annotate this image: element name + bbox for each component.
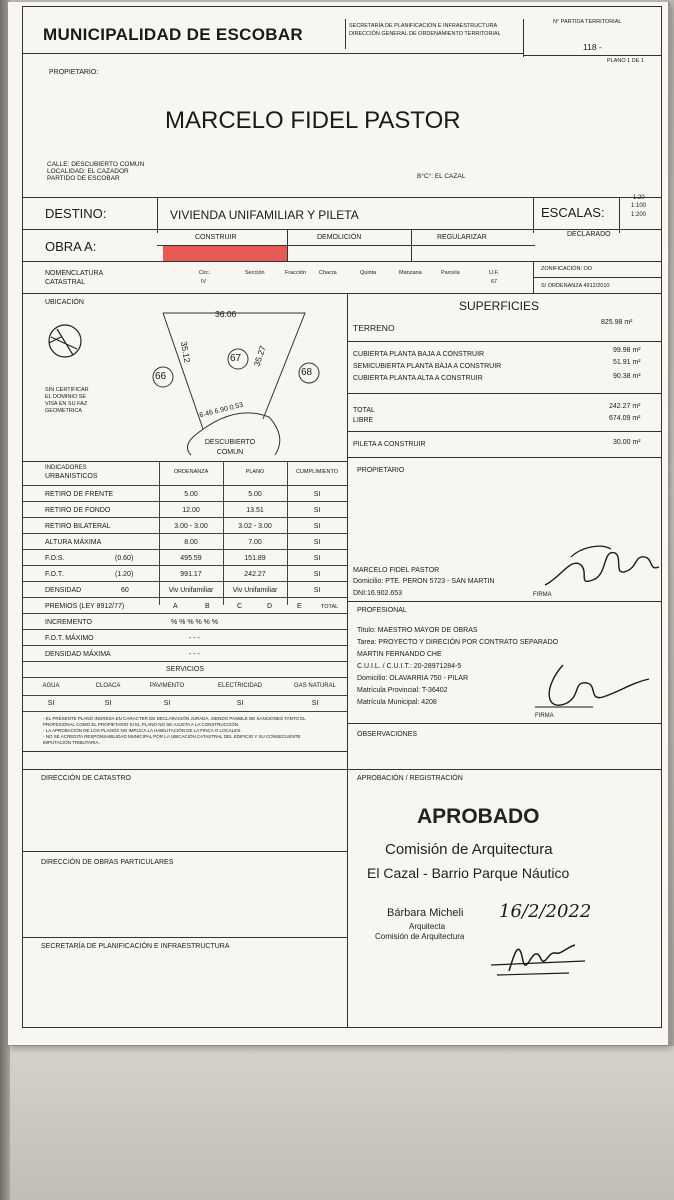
fos-ord: 495.59: [180, 555, 202, 562]
certificate-note-3: VISA EN SU FAZ: [45, 401, 88, 407]
libre-value: 674.09 m²: [609, 415, 641, 422]
altura-ord: 8.00: [184, 539, 198, 546]
altura-cumple: SI: [313, 539, 321, 546]
observaciones-label: OBSERVACIONES: [357, 731, 418, 738]
approver-role: Arquitecta: [409, 922, 446, 931]
legal-note-4: - NO SE ACREDITA RESPONSABILIDAD MUNICIPAL POR LA UBICACIÓN CATASTRAL DEL EDIFICIO Y SU CONSECUENTE: [43, 734, 301, 739]
approver-signature: [489, 931, 589, 981]
zonificacion: ZONIFICACIÓN: OO: [541, 266, 593, 272]
profesional-firma-label: FIRMA: [535, 713, 554, 719]
servicio-agua-value: SI: [47, 700, 55, 707]
obra-regularizar: REGULARIZAR: [437, 234, 487, 241]
retiro-bilateral-plano: 3.02 - 3.00: [238, 523, 272, 530]
propietario-firma-label: FIRMA: [533, 592, 552, 598]
densidad-maxima-values: - - -: [189, 651, 200, 658]
street-label-2: COMUN: [216, 449, 244, 456]
obra-label: OBRA A:: [45, 239, 97, 254]
nom-col-quinta: Quinta: [360, 270, 377, 276]
municipality-title: MUNICIPALIDAD DE ESCOBAR: [43, 25, 303, 44]
premio-a: A: [173, 603, 178, 610]
legal-note-2: PROFESIONAL COMO EL PROPIETARIO SI EL PLANO NO SE AJUSTA A LA CONSTRUCCIÓN.: [43, 722, 240, 727]
semicubierta-value: 51.91 m²: [613, 359, 641, 366]
approver-name: Bárbara Micheli: [387, 907, 464, 919]
servicio-electricidad-value: SI: [236, 700, 244, 707]
nomenclatura-label-1: NOMENCLATURA: [45, 270, 104, 277]
nomenclatura-label-2: CATASTRAL: [45, 279, 86, 286]
retiro-fondo-plano: 13.51: [246, 507, 264, 514]
address-locality: LOCALIDAD: EL CAZADOR: [47, 168, 129, 175]
owner-label: PROPIETARIO:: [49, 69, 99, 76]
col-cumplimiento: CUMPLIMIENTO: [295, 469, 339, 475]
escala-3: 1:200: [631, 212, 647, 218]
servicio-gas-value: SI: [311, 700, 319, 707]
retiro-frente-cumple: SI: [313, 491, 321, 498]
aprobacion-label: APROBACIÓN / REGISTRACIÓN: [357, 775, 463, 782]
retiro-bilateral-ord: 3.00 - 3.00: [174, 523, 208, 530]
plan-sheet: [8, 2, 670, 1045]
servicio-pavimento-value: SI: [163, 700, 171, 707]
retiro-fondo-cumple: SI: [313, 507, 321, 514]
densidad-maxima-label: DENSIDAD MÁXIMA: [45, 651, 111, 658]
servicio-agua: AGUA: [42, 683, 60, 689]
retiro-frente-label: RETIRO DE FRENTE: [45, 491, 114, 498]
obra-construir: CONSTRUIR: [195, 234, 237, 241]
nom-val-uf: 67: [491, 279, 498, 285]
owner-name: MARCELO FIDEL PASTOR: [165, 107, 461, 134]
obra-declarado: DECLARADO: [567, 231, 611, 238]
nom-col-circ: Circ.: [199, 270, 211, 276]
lot-front-dim: 36.06: [215, 309, 237, 319]
propietario-dni: DNI:16.902.653: [353, 590, 403, 597]
premio-d: D: [267, 603, 273, 610]
cubierta-pb-label: CUBIERTA PLANTA BAJA A CONSTRUIR: [353, 351, 485, 358]
approval-stamp-title: APROBADO: [417, 805, 540, 828]
address-partido: PARTIDO DE ESCOBAR: [47, 175, 120, 182]
retiro-bilateral-label: RETIRO BILATERAL: [45, 523, 111, 530]
planificacion-label: SECRETARÍA DE PLANIFICACIÓN E INFRAESTRUCTURA: [41, 943, 230, 950]
altura-label: ALTURA MÁXIMA: [45, 539, 102, 546]
fos-label: F.O.S.: [45, 555, 65, 562]
nom-col-uf: U.F.: [489, 270, 499, 276]
address-street: CALLE: DESCUBIERTO COMUN: [47, 161, 145, 168]
cubierta-pa-label: CUBIERTA PLANTA ALTA A CONSTRUIR: [353, 375, 483, 382]
servicio-cloaca-value: SI: [104, 700, 112, 707]
construir-mark: [163, 245, 287, 261]
densidad-cumple: SI: [313, 587, 321, 594]
lot-left-dim: 35.12: [178, 340, 193, 364]
pileta-label: PILETA A CONSTRUIR: [353, 441, 426, 448]
incremento-values: % % % % % %: [171, 619, 219, 626]
col-ordenanza: ORDENANZA: [173, 469, 209, 475]
premio-total: TOTAL: [321, 604, 339, 610]
densidad-limit: 60: [121, 587, 129, 594]
servicio-pavimento: PAVIMENTO: [149, 683, 185, 689]
total-value: 242.27 m²: [609, 403, 641, 410]
superficies-title: SUPERFICIES: [459, 299, 540, 313]
fos-plano: 151.89: [244, 555, 266, 562]
escala-1: 1:20: [633, 195, 645, 201]
indicadores-label-1: INDICADORES: [45, 465, 87, 471]
servicio-electricidad: ELECTRICIDAD: [217, 683, 262, 689]
destino-label: DESTINO:: [45, 206, 107, 221]
escalas-label: ESCALAS:: [541, 205, 605, 220]
premio-e: E: [297, 603, 302, 610]
table-surface: [0, 1046, 674, 1200]
legal-note-3: - LA APROBACIÓN DE LOS PLANOS NO IMPLICA LA HABILITACIÓN DE LA FINCA O LOCALES.: [43, 728, 242, 733]
lot-right-dim: 35.27: [251, 344, 268, 368]
retiro-fondo-label: RETIRO DE FONDO: [45, 507, 111, 514]
propietario-label: PROPIETARIO: [357, 467, 405, 474]
destino-value: VIVIENDA UNIFAMILIAR Y PILETA: [170, 208, 359, 222]
profesional-cuil: C.U.I.L. / C.U.I.T.: 20-28971284-5: [357, 663, 462, 670]
legal-note-1: - EL PRESENTE PLANO INGRESA EN CARACTER DE DECLARACIÓN JURADA, SIENDO PASIBLE DE SANCIONES TANTO EL: [43, 716, 306, 721]
address-barrio: B°C°: EL CAZAL: [417, 173, 466, 180]
approver-office: Comisión de Arquitectura: [375, 932, 465, 941]
total-label: TOTAL: [353, 407, 375, 414]
premio-c: C: [237, 603, 243, 610]
densidad-ord: Viv Unifamiliar: [168, 587, 214, 594]
north-arrow-icon: [49, 325, 81, 357]
retiro-bilateral-cumple: SI: [313, 523, 321, 530]
terreno-label: TERRENO: [353, 323, 395, 333]
ordenanza: S/ ORDENANZA 4912/2010: [541, 283, 610, 289]
retiro-fondo-ord: 12.00: [182, 507, 200, 514]
plano-number: PLANO 1 DE 1: [607, 58, 644, 64]
owner-signature: [541, 537, 665, 593]
sheet-frame: [22, 6, 662, 1028]
profesional-titulo: Titulo: MAESTRO MAYOR DE OBRAS: [357, 627, 478, 634]
lot-right-number: 68: [301, 367, 313, 378]
obras-particulares-label: DIRECCIÓN DE OBRAS PARTICULARES: [41, 859, 174, 866]
ubicacion-label: UBICACIÓN: [45, 299, 84, 306]
certificate-note-2: EL DOMINIO SE: [45, 394, 87, 400]
fos-cumple: SI: [313, 555, 321, 562]
profesional-label: PROFESIONAL: [357, 607, 407, 614]
street-label-1: DESCUBIERTO: [204, 439, 256, 446]
semicubierta-label: SEMICUBIERTA PLANTA BAJA A CONSTRUIR: [353, 363, 502, 370]
escala-2: 1:100: [631, 203, 647, 209]
professional-signature: [533, 657, 657, 717]
fot-maximo-values: - - -: [189, 635, 200, 642]
servicio-gas: GAS NATURAL: [294, 683, 336, 689]
nom-col-manzana: Manzana: [399, 270, 422, 276]
servicios-label: SERVICIOS: [166, 666, 204, 673]
profesional-nombre: MARTIN FERNANDO CHE: [357, 651, 442, 658]
incremento-label: INCREMENTO: [45, 619, 92, 626]
profesional-matricula-prov: Matrícula Provincial: T-36402: [357, 687, 448, 694]
fot-cumple: SI: [313, 571, 321, 578]
fot-limit: (1.20): [115, 571, 134, 578]
propietario-domicilio: Domicilio: PTE. PERON 5723 - SAN MARTIN: [353, 578, 495, 585]
propietario-name: MARCELO FIDEL PASTOR: [353, 567, 440, 574]
densidad-label: DENSIDAD: [45, 587, 82, 594]
secretariat-line-1: SECRETARÍA DE PLANIFICACIÓN E INFRAESTRUCTURA: [349, 23, 498, 29]
certificate-note-1: SIN CERTIFICAR: [45, 387, 89, 393]
premio-b: B: [205, 603, 210, 610]
partida-label: N° PARTIDA TERRITORIAL: [553, 19, 622, 25]
nom-col-parcela: Parcela: [441, 270, 460, 276]
fot-label: F.O.T.: [45, 571, 64, 578]
retiro-frente-ord: 5.00: [184, 491, 198, 498]
nom-col-seccion: Sección: [245, 270, 265, 276]
fot-maximo-label: F.O.T. MÁXIMO: [45, 635, 94, 642]
libre-label: LIBRE: [353, 417, 374, 424]
nom-col-fraccion: Fracción: [285, 270, 307, 276]
cubierta-pb-value: 99.98 m²: [613, 347, 641, 354]
cubierta-pa-value: 90.38 m²: [613, 373, 641, 380]
approval-stamp-line-1: Comisión de Arquitectura: [385, 841, 553, 858]
profesional-matricula-mun: Matrícula Municipal: 4208: [357, 699, 437, 706]
lot-left-number: 66: [155, 371, 167, 382]
retiro-frente-plano: 5.00: [248, 491, 262, 498]
servicio-cloaca: CLOACA: [95, 683, 121, 689]
lot-number: 67: [230, 353, 242, 364]
terreno-value: 825.98 m²: [601, 319, 633, 326]
altura-plano: 7.00: [248, 539, 262, 546]
premios-label: PREMIOS (LEY 8912/77): [45, 603, 125, 610]
obra-demolicion: DEMOLICIÓN: [317, 234, 362, 241]
profesional-domicilio: Domicilio: OLAVARRIA 750 - PILAR: [357, 675, 469, 682]
approval-stamp-line-2: El Cazal - Barrio Parque Náutico: [367, 865, 570, 881]
fot-plano: 242.27: [244, 571, 266, 578]
nom-val-circ: IV: [201, 279, 207, 285]
profesional-tarea: Tarea: PROYECTO Y DIRECIÓN POR CONTRATO SEPARADO: [357, 639, 559, 646]
nom-col-chacra: Chacra: [319, 270, 337, 276]
legal-note-5: IMPUTACIÓN TRIBUTARIA.: [43, 740, 100, 745]
densidad-plano: Viv Unifamiliar: [232, 587, 278, 594]
location-sketch: [43, 307, 343, 457]
certificate-note-4: GEOMETRICA: [45, 408, 82, 414]
fot-ord: 991.17: [180, 571, 202, 578]
approval-date: 16/2/2022: [499, 901, 592, 922]
arc-dims: 6.46 6.90 0.53: [198, 401, 244, 420]
col-plano: PLANO: [245, 469, 265, 475]
secretariat-line-2: DIRECCIÓN GENERAL DE ORDENAMIENTO TERRITORIAL: [349, 31, 501, 37]
indicadores-label-2: URBANISTICOS: [45, 473, 98, 480]
fos-limit: (0.60): [115, 555, 134, 562]
partida-value: 118 -: [583, 42, 602, 52]
catastro-label: DIRECCIÓN DE CATASTRO: [41, 775, 131, 782]
pileta-value: 30.00 m²: [613, 439, 641, 446]
